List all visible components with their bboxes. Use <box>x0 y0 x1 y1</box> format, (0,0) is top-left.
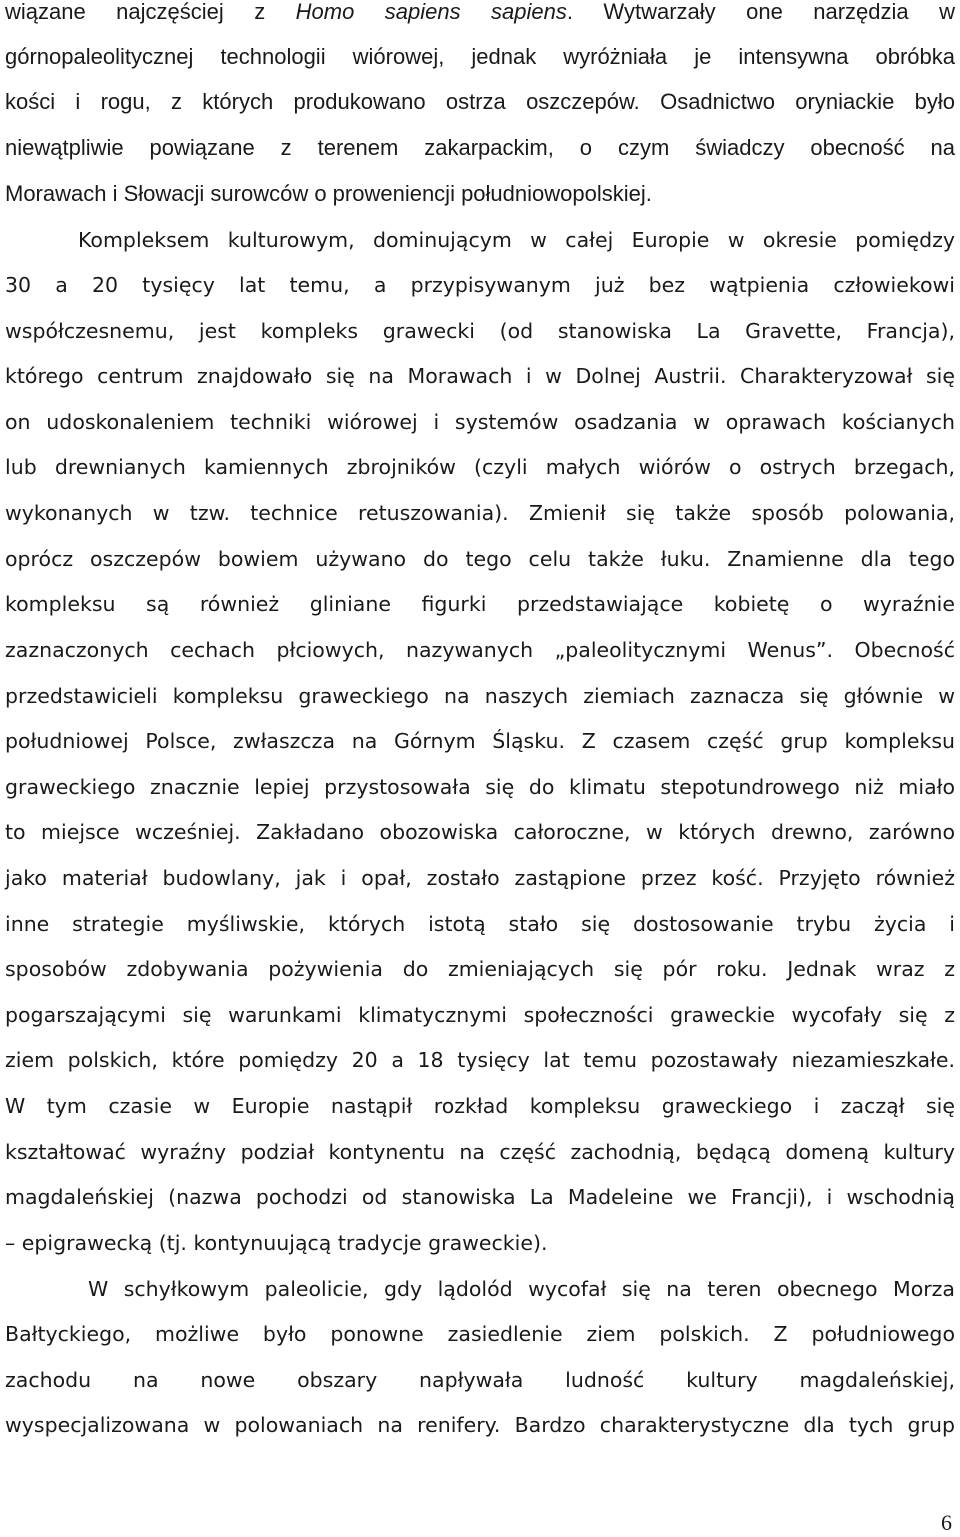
paragraph1-line-1 <box>5 0 955 29</box>
text-run: . Wytwarzały one narzędzia w <box>566 0 955 24</box>
paragraph3-line-1: W schyłkowym paleolicie, gdy lądolód wycofał się na teren obecnego Morza <box>88 1277 955 1301</box>
paragraph1-line-3: kości i rogu, z których produkowano ostrza oszczepów. Osadnictwo oryniackie było <box>5 89 955 114</box>
paragraph2-line-15: jako materiał budowlany, jak i opał, zostało zastąpione przez kość. Przyjęto również <box>5 866 955 890</box>
page-number: 6 <box>941 1510 952 1535</box>
paragraph2-line-10: zaznaczonych cechach płciowych, nazywanych „paleolitycznymi Wenus”. Obecność <box>5 638 955 662</box>
paragraph2-line-18: pogarszającymi się warunkami klimatycznymi społeczności graweckie wycofały się z <box>5 1003 955 1027</box>
paragraph3-line-4: wyspecjalizowana w polowaniach na renifery. Bardzo charakterystyczne dla tych grup <box>5 1413 955 1437</box>
paragraph2-line-14: to miejsce wcześniej. Zakładano obozowiska całoroczne, w których drewno, zarówno <box>5 820 955 844</box>
paragraph2-line-11: przedstawicieli kompleksu graweckiego na naszych ziemiach zaznacza się głównie w <box>5 684 955 708</box>
paragraph2-line-20: W tym czasie w Europie nastąpił rozkład kompleksu graweckiego i zaczął się <box>5 1094 955 1118</box>
paragraph2-line-12: południowej Polsce, zwłaszcza na Górnym Śląsku. Z czasem część grup kompleksu <box>5 729 955 753</box>
paragraph2-line-3: współczesnemu, jest kompleks grawecki (od stanowiska La Gravette, Francja), <box>5 319 955 343</box>
paragraph2-line-13: graweckiego znacznie lepiej przystosowała się do klimatu stepotundrowego niż miało <box>5 775 955 799</box>
paragraph2-line-6: lub drewnianych kamiennych zbrojników (czyli małych wiórów o ostrych brzegach, <box>5 455 955 479</box>
paragraph2-line-23: – epigrawecką (tj. kontynuującą tradycje graweckie). <box>5 1231 548 1255</box>
paragraph2-line-16: inne strategie myśliwskie, których istotą stało się dostosowanie trybu życia i <box>5 912 955 936</box>
paragraph2-line-21: kształtować wyraźny podział kontynentu na część zachodnią, będącą domeną kultury <box>5 1140 955 1164</box>
paragraph2-line-2: 30 a 20 tysięcy lat temu, a przypisywanym już bez wątpienia człowiekowi <box>5 273 955 297</box>
paragraph1-line-5: Morawach i Słowacji surowców o proweniencji południowopolskiej. <box>5 181 652 206</box>
paragraph2-line-19: ziem polskich, które pomiędzy 20 a 18 tysięcy lat temu pozostawały niezamieszkałe. <box>5 1048 955 1072</box>
text-run: wiązane najczęściej z <box>5 0 296 24</box>
paragraph2-line-22: magdaleńskiej (nazwa pochodzi od stanowiska La Madeleine we Francji), i wschodnią <box>5 1185 955 1209</box>
paragraph2-line-1: Kompleksem kulturowym, dominującym w całej Europie w okresie pomiędzy <box>78 228 955 252</box>
paragraph1-line-4: niewątpliwie powiązane z terenem zakarpackim, o czym świadczy obecność na <box>5 135 955 160</box>
paragraph2-line-4: którego centrum znajdowało się na Morawach i w Dolnej Austrii. Charakteryzował się <box>5 364 955 388</box>
paragraph2-line-9: kompleksu są również gliniane figurki przedstawiające kobietę o wyraźnie <box>5 592 955 616</box>
paragraph3-line-2: Bałtyckiego, możliwe było ponowne zasiedlenie ziem polskich. Z południowego <box>5 1322 955 1346</box>
paragraph2-line-8: oprócz oszczepów bowiem używano do tego celu także łuku. Znamienne dla tego <box>5 547 955 571</box>
paragraph3-line-3: zachodu na nowe obszary napływała ludność kultury magdaleńskiej, <box>5 1368 955 1392</box>
paragraph2-line-5: on udoskonaleniem techniki wiórowej i systemów osadzania w oprawach kościanych <box>5 410 955 434</box>
paragraph2-line-7: wykonanych w tzw. technice retuszowania). Zmienił się także sposób polowania, <box>5 501 955 525</box>
italic-species-name: Homo sapiens sapiens <box>295 0 567 24</box>
paragraph2-line-17: sposobów zdobywania pożywienia do zmieniających się pór roku. Jednak wraz z <box>5 957 955 981</box>
paragraph1-line-2: górnopaleolitycznej technologii wiórowej, jednak wyróżniała je intensywna obróbka <box>5 44 955 69</box>
